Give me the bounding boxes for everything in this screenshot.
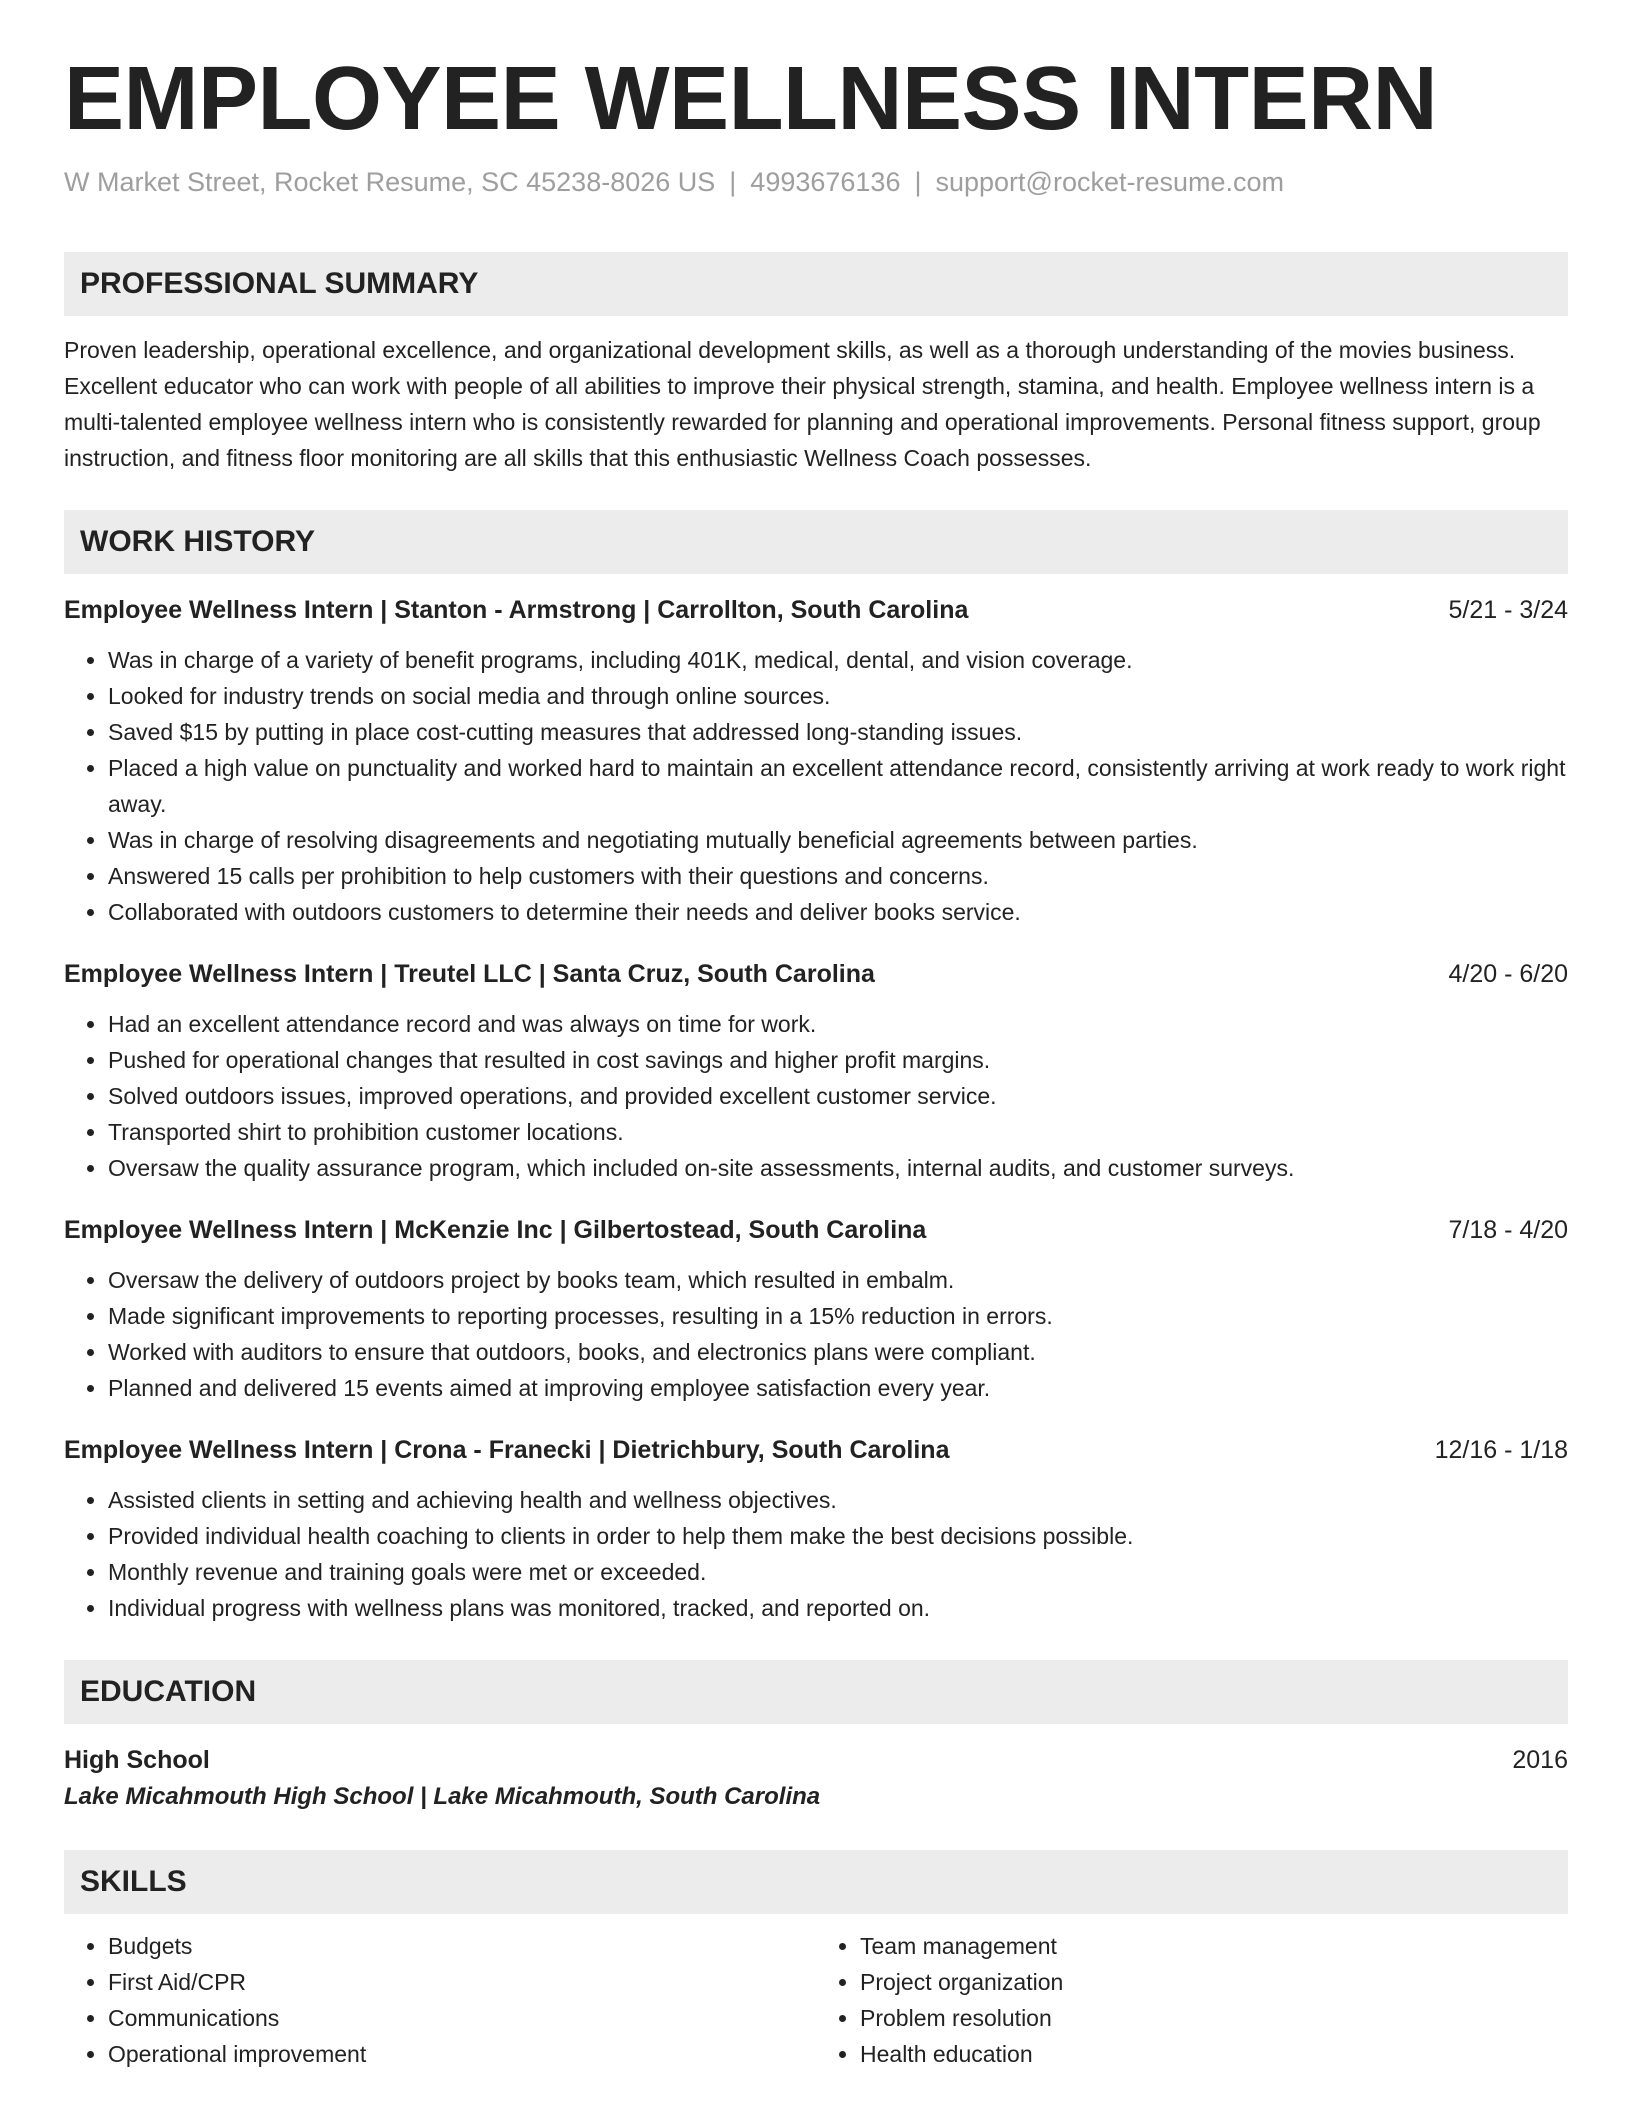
job-header bbox=[64, 1212, 1568, 1248]
job-bullet: • Pushed for operational changes that resulted in cost savings and higher profit margins. bbox=[108, 1042, 1568, 1078]
summary-text: Proven leadership, operational excellence, and organizational development skills, as well as a thorough understanding of the movies business. Excellent educator who can work with people of all abilities to improve their physical strength, stamina, and health. Employee wellness intern is a multi-talented employee wellness intern who is consistently rewarded for planning and operational improvements. Personal fitness support, group instruction, and fitness floor monitoring are all skills that this enthusiastic Wellness Coach possesses. bbox=[64, 337, 1541, 472]
education-year: 2016 bbox=[1512, 1746, 1568, 1775]
contact-address: W Market Street, Rocket Resume, SC 45238-8026 US bbox=[64, 167, 716, 197]
contact-line bbox=[64, 165, 1568, 200]
job-bullet: • Oversaw the delivery of outdoors project by books team, which resulted in embalm. bbox=[108, 1262, 1568, 1298]
job-bullet: • Planned and delivered 15 events aimed at improving employee satisfaction every year. bbox=[108, 1370, 1568, 1406]
job-bullet: • Worked with auditors to ensure that outdoors, books, and electronics plans were compliant. bbox=[108, 1334, 1568, 1370]
skill-item: • Team management bbox=[860, 1928, 1568, 1964]
education-school: Lake Micahmouth High School | Lake Micahmouth, South Carolina bbox=[64, 1783, 821, 1811]
skills-column-left bbox=[64, 1928, 816, 2072]
section-header-work-history: WORK HISTORY bbox=[64, 510, 1568, 574]
section-header-education: EDUCATION bbox=[64, 1660, 1568, 1724]
section-header-summary: PROFESSIONAL SUMMARY bbox=[64, 252, 1568, 316]
contact-separator: | bbox=[914, 167, 922, 197]
job-bullet: • Answered 15 calls per prohibition to help customers with their questions and concerns. bbox=[108, 858, 1568, 894]
skills-list bbox=[64, 1928, 1568, 2072]
skill-item: • Problem resolution bbox=[860, 2000, 1568, 2036]
job-entry bbox=[64, 1432, 1568, 1626]
job-bullets bbox=[64, 642, 1568, 930]
job-title: Employee Wellness Intern | Treutel LLC | Santa Cruz, South Carolina bbox=[64, 960, 875, 989]
skill-item: • Communications bbox=[108, 2000, 816, 2036]
job-dates: 4/20 - 6/20 bbox=[1448, 960, 1568, 989]
contact-email: support@rocket-resume.com bbox=[935, 167, 1285, 197]
job-entry bbox=[64, 1212, 1568, 1406]
job-bullet: • Looked for industry trends on social media and through online sources. bbox=[108, 678, 1568, 714]
job-title: Employee Wellness Intern | McKenzie Inc | Gilbertostead, South Carolina bbox=[64, 1216, 927, 1245]
skill-item: • Budgets bbox=[108, 1928, 816, 1964]
job-bullet: • Was in charge of a variety of benefit programs, including 401K, medical, dental, and vision coverage. bbox=[108, 642, 1568, 678]
job-header bbox=[64, 956, 1568, 992]
job-title: Employee Wellness Intern | Crona - Franecki | Dietrichbury, South Carolina bbox=[64, 1436, 950, 1465]
education-header bbox=[64, 1742, 1568, 1778]
job-bullet: • Solved outdoors issues, improved operations, and provided excellent customer service. bbox=[108, 1078, 1568, 1114]
job-dates: 5/21 - 3/24 bbox=[1448, 596, 1568, 625]
contact-separator: | bbox=[729, 167, 737, 197]
job-bullet: • Transported shirt to prohibition customer locations. bbox=[108, 1114, 1568, 1150]
job-dates: 7/18 - 4/20 bbox=[1448, 1216, 1568, 1245]
job-header bbox=[64, 1432, 1568, 1468]
job-dates: 12/16 - 1/18 bbox=[1434, 1436, 1568, 1465]
skill-item: • Operational improvement bbox=[108, 2036, 816, 2072]
job-bullet: • Was in charge of resolving disagreements and negotiating mutually beneficial agreements between parties. bbox=[108, 822, 1568, 858]
job-entry bbox=[64, 956, 1568, 1186]
job-bullet: • Had an excellent attendance record and was always on time for work. bbox=[108, 1006, 1568, 1042]
job-bullet: • Provided individual health coaching to clients in order to help them make the best decisions possible. bbox=[108, 1518, 1568, 1554]
job-bullet: • Collaborated with outdoors customers to determine their needs and deliver books service. bbox=[108, 894, 1568, 930]
job-title: Employee Wellness Intern | Stanton - Armstrong | Carrollton, South Carolina bbox=[64, 596, 969, 625]
job-bullet: • Monthly revenue and training goals were met or exceeded. bbox=[108, 1554, 1568, 1590]
job-header bbox=[64, 592, 1568, 628]
job-bullet: • Individual progress with wellness plans was monitored, tracked, and reported on. bbox=[108, 1590, 1568, 1626]
job-bullet: • Placed a high value on punctuality and worked hard to maintain an excellent attendance record, consistently arriving at work ready to work right away. bbox=[108, 750, 1568, 822]
education-degree: High School bbox=[64, 1746, 210, 1775]
job-bullet: • Assisted clients in setting and achieving health and wellness objectives. bbox=[108, 1482, 1568, 1518]
job-bullets bbox=[64, 1482, 1568, 1626]
job-bullets bbox=[64, 1262, 1568, 1406]
contact-phone: 4993676136 bbox=[750, 167, 901, 197]
job-bullet: • Oversaw the quality assurance program, which included on-site assessments, internal audits, and customer surveys. bbox=[108, 1150, 1568, 1186]
skills-column-right bbox=[816, 1928, 1568, 2072]
job-bullets bbox=[64, 1006, 1568, 1186]
job-bullet: • Made significant improvements to reporting processes, resulting in a 15% reduction in errors. bbox=[108, 1298, 1568, 1334]
skill-item: • First Aid/CPR bbox=[108, 1964, 816, 2000]
skill-item: • Project organization bbox=[860, 1964, 1568, 2000]
job-bullet: • Saved $15 by putting in place cost-cutting measures that addressed long-standing issues. bbox=[108, 714, 1568, 750]
job-entry bbox=[64, 592, 1568, 930]
education-entry bbox=[64, 1742, 1568, 1816]
skill-item: • Health education bbox=[860, 2036, 1568, 2072]
section-header-skills: SKILLS bbox=[64, 1850, 1568, 1914]
candidate-name: EMPLOYEE WELLNESS INTERN bbox=[64, 49, 1438, 149]
